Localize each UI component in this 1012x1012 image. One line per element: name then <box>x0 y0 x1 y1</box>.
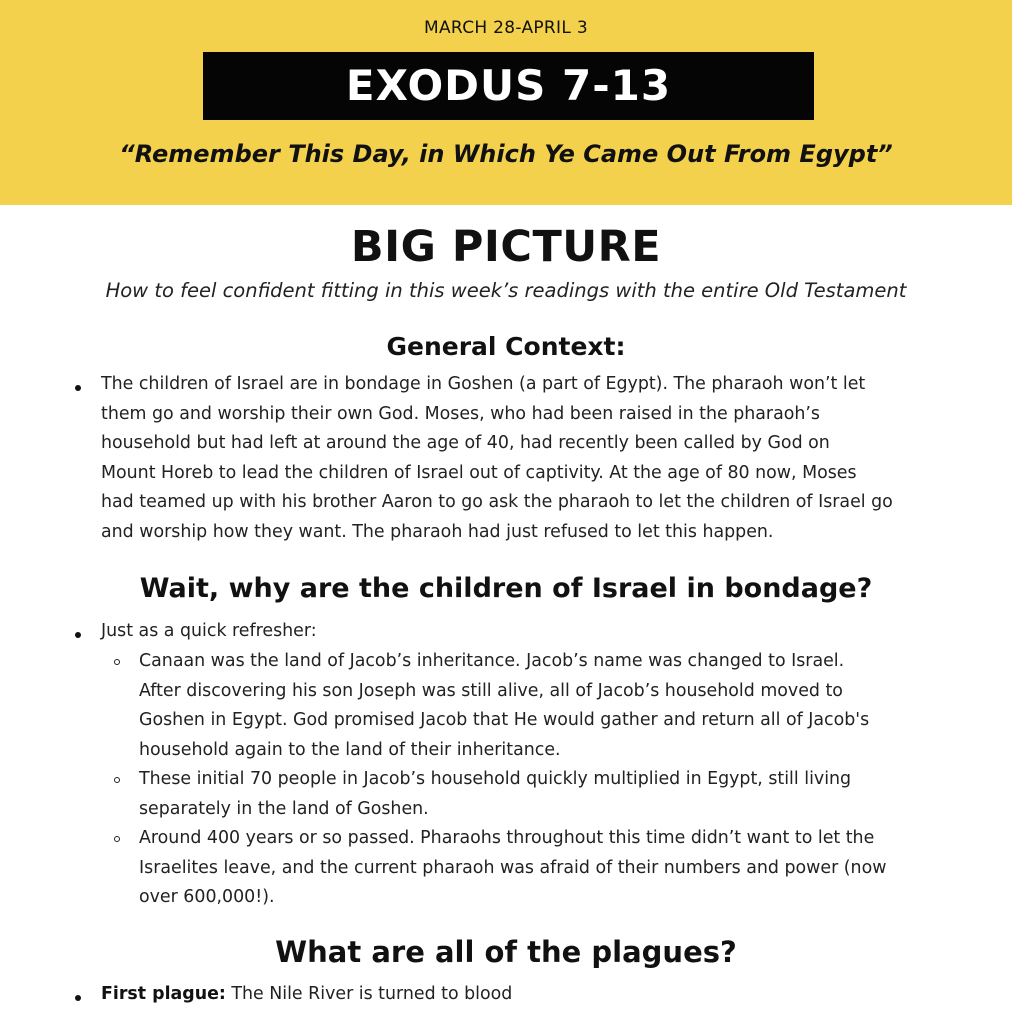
text-line: Around 400 years or so passed. Pharaohs throughout this time didn’t want to let the <box>139 828 875 848</box>
first-plague-label: First plague: <box>101 984 226 1004</box>
text-line: separately in the land of Goshen. <box>139 798 429 819</box>
text-line: The children of Israel are in bondage in Goshen (a part of Egypt). The pharaoh won’t let <box>101 374 866 394</box>
text-line: had teamed up with his brother Aaron to go ask the pharaoh to let the children of Israel go <box>101 492 893 512</box>
bullet-icon <box>75 995 81 1001</box>
bondage-heading: Wait, why are the children of Israel in bondage? <box>139 573 873 604</box>
big-picture-subtitle: How to feel confident fitting in this week’s readings with the entire Old Testament <box>105 279 907 302</box>
text-line: After discovering his son Joseph was still alive, all of Jacob’s household moved to <box>139 680 843 701</box>
general-context-paragraph <box>101 370 893 547</box>
text-line: Israelites leave, and the current pharaoh was afraid of their numbers and power (now <box>139 857 887 878</box>
header-banner <box>0 0 1012 205</box>
sub-bullet-canaan <box>139 647 869 765</box>
text-line: over 600,000!). <box>139 887 275 907</box>
text-line: them go and worship their own God. Moses, who had been raised in the pharaoh’s <box>101 403 820 424</box>
text-line: Just as a quick refresher: <box>101 621 317 641</box>
text-line: Mount Horeb to lead the children of Israel out of captivity. At the age of 80 now, Moses <box>101 462 857 483</box>
text-line: These initial 70 people in Jacob’s household quickly multiplied in Egypt, still living <box>139 769 852 789</box>
date-range: MARCH 28-APRIL 3 <box>424 18 588 38</box>
text-line: Canaan was the land of Jacob’s inheritance. Jacob’s name was changed to Israel. <box>139 651 845 671</box>
sub-bullet-icon <box>114 777 120 783</box>
sub-bullet-icon <box>114 836 120 842</box>
first-plague-text: The Nile River is turned to blood <box>225 984 513 1004</box>
text-line: and worship how they want. The pharaoh had just refused to let this happen. <box>101 521 774 542</box>
refresher-bullet <box>101 617 317 647</box>
plagues-heading: What are all of the plagues? <box>275 935 737 969</box>
general-context-heading: General Context: <box>386 332 626 361</box>
sub-bullet-icon <box>114 659 120 665</box>
bullet-icon <box>75 385 81 391</box>
lesson-subtitle: “Remember This Day, in Which Ye Came Out From Egypt” <box>119 140 893 168</box>
text-line: Goshen in Egypt. God promised Jacob that He would gather and return all of Jacob's <box>139 710 870 730</box>
bullet-icon <box>75 632 81 638</box>
text-line: household again to the land of their inheritance. <box>139 739 561 760</box>
sub-bullet-400-years <box>139 824 886 913</box>
text-line: household but had left at around the age of 40, had recently been called by God on <box>101 433 830 453</box>
big-picture-title: BIG PICTURE <box>350 222 662 272</box>
page-title: EXODUS 7-13 <box>203 52 814 120</box>
sub-bullet-seventy <box>139 765 851 824</box>
first-plague-item <box>101 984 512 1004</box>
